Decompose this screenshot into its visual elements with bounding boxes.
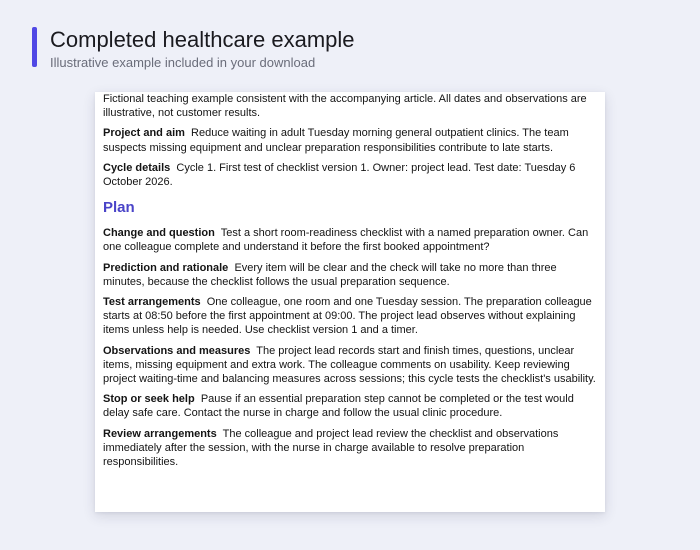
stop-help-text: Pause if an essential preparation step cannot be completed or the test would delay safe care. Contact the nurse in charge and follow the usual clinic procedure. <box>103 393 574 420</box>
change-question-text: Test a short room-readiness checklist with a named preparation owner. Can one colleague complete and understand it before the first booked appointment? <box>103 227 589 254</box>
prediction-paragraph <box>103 261 601 289</box>
project-aim-paragraph <box>103 126 601 154</box>
document-preview <box>95 92 605 512</box>
page-subtitle: Illustrative example included in your download <box>50 55 316 70</box>
cycle-details-paragraph <box>103 161 601 189</box>
review-label: Review arrangements <box>103 427 217 440</box>
observations-label: Observations and measures <box>103 344 251 357</box>
prediction-text: Every item will be clear and the check will take no more than three minutes, because the checklist follows the usual preparation sequence. <box>103 261 557 288</box>
observations-paragraph <box>103 344 601 387</box>
test-arrangements-paragraph <box>103 295 601 338</box>
document-content <box>103 92 601 475</box>
test-arrangements-label: Test arrangements <box>103 296 201 309</box>
title-accent-bar <box>32 27 37 67</box>
cycle-details-label: Cycle details <box>103 161 171 174</box>
review-text: The colleague and project lead review the checklist and observations immediately after the session, with the nurse in charge available to resolve preparation responsibilities. <box>103 427 559 469</box>
observations-text: The project lead records start and finish times, questions, unclear items, missing equipment and extra work. The colleague comments on usability. Keep reviewing project waiting-time and balancing measures across sessions; this cycle tests the checklist's usability. <box>103 344 596 386</box>
change-question-paragraph <box>103 226 601 254</box>
project-aim-label: Project and aim <box>103 127 185 140</box>
review-paragraph <box>103 427 601 470</box>
plan-heading: Plan <box>103 199 135 217</box>
stop-help-paragraph <box>103 392 601 420</box>
cycle-details-text: Cycle 1. First test of checklist version 1. Owner: project lead. Test date: Tuesday 6 October 2026. <box>103 161 576 189</box>
intro-paragraph: Fictional teaching example consistent with the accompanying article. All dates and observations are illustrative, not customer results. <box>103 93 587 120</box>
test-arrangements-text: One colleague, one room and one Tuesday session. The preparation colleague starts at 08:50 before the first appointment at 09:00. The project lead observes without explaining items unless help is needed. Use checklist version 1 and a timer. <box>103 296 592 337</box>
page-title: Completed healthcare example <box>50 27 355 52</box>
change-question-label: Change and question <box>103 227 215 240</box>
prediction-label: Prediction and rationale <box>103 261 229 274</box>
stop-help-label: Stop or seek help <box>103 393 195 406</box>
project-aim-text: Reduce waiting in adult Tuesday morning general outpatient clinics. The team suspects missing equipment and unclear preparation responsibilities contribute to late starts. <box>103 127 569 154</box>
